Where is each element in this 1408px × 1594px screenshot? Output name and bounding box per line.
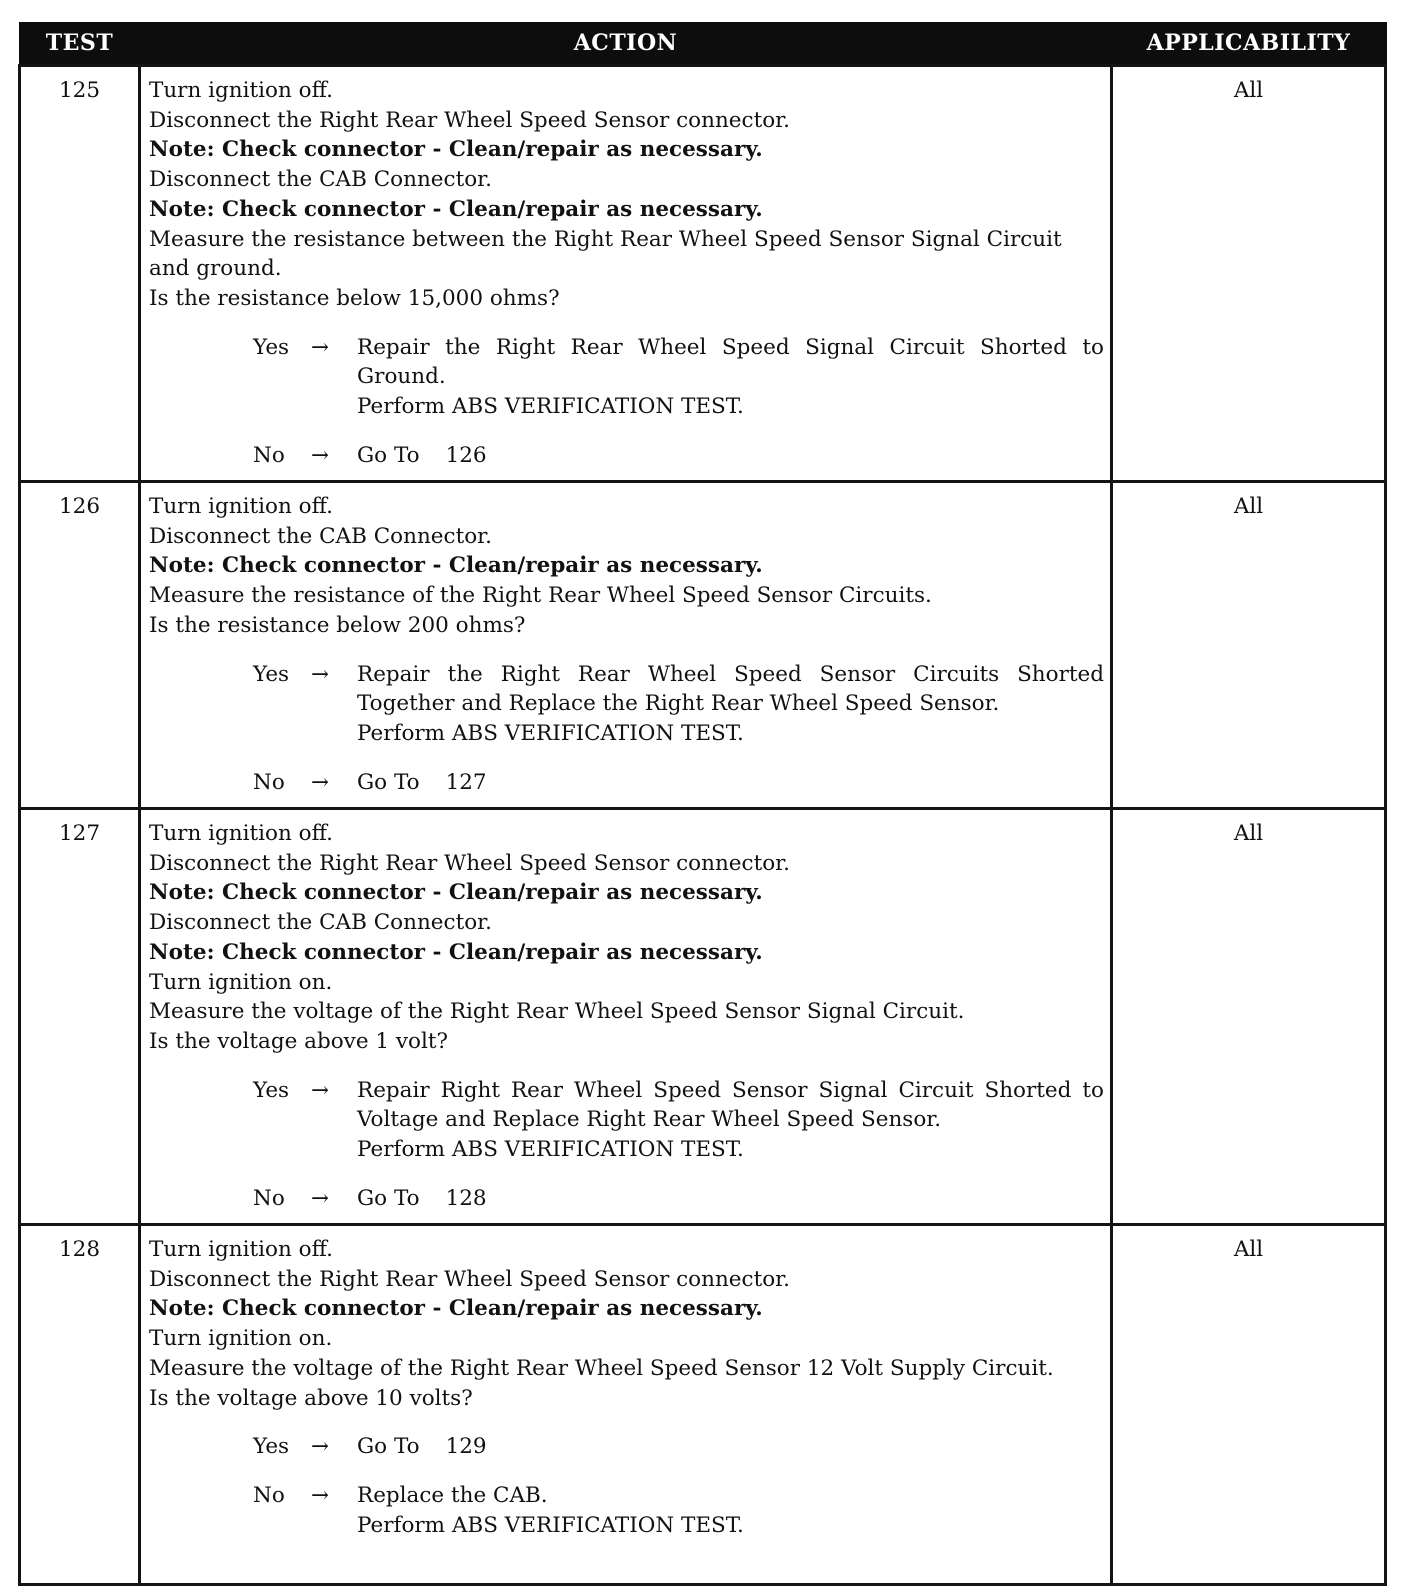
goto-reference (357, 1432, 487, 1462)
result-line: Repair Right Rear Wheel Speed Sensor Signal Circuit Shorted to Voltage and Replace Right Rear Wheel Speed Sensor. (357, 1077, 1104, 1133)
result-line: Perform ABS VERIFICATION TEST. (357, 720, 744, 746)
yes-outcome (253, 1076, 1104, 1165)
right-arrow-icon: → (311, 1482, 330, 1508)
no-result (357, 768, 1104, 798)
yes-label: Yes (253, 334, 290, 360)
action-step: Disconnect the CAB Connector. (149, 167, 492, 193)
diagnostic-test-table (18, 22, 1387, 1586)
goto-reference (357, 441, 487, 471)
yes-outcome (253, 660, 1104, 749)
action-step: Turn ignition off. (149, 78, 333, 103)
note-line: Note: Check connector - Clean/repair as necessary. (149, 880, 763, 906)
action-step: Turn ignition off. (149, 821, 333, 846)
yes-result (357, 1076, 1104, 1165)
no-result (357, 441, 1104, 471)
action-step: Disconnect the CAB Connector. (149, 910, 492, 936)
result-line: Repair the Right Rear Wheel Speed Signal Circuit Shorted to Ground. (357, 334, 1104, 390)
applicability-value: All (1112, 1225, 1386, 1585)
action-step: Disconnect the Right Rear Wheel Speed Sensor connector. (149, 107, 790, 133)
action-step: Is the voltage above 1 volt? (149, 1028, 449, 1054)
table-row (20, 809, 1386, 1225)
action-step: Measure the resistance between the Right Rear Wheel Speed Sensor Signal Circuit and ground. (149, 226, 1062, 282)
action-cell (140, 1225, 1112, 1585)
goto-test-number: 128 (445, 1185, 487, 1211)
goto-test-number: 126 (445, 442, 487, 468)
header-applicability: APPLICABILITY (1112, 22, 1386, 66)
result-line: Replace the CAB. (357, 1482, 548, 1508)
right-arrow-icon: → (311, 334, 330, 360)
goto-label: Go To (357, 769, 420, 795)
goto-label: Go To (357, 1434, 420, 1460)
diagnostic-table-page (18, 22, 1384, 1582)
no-result (357, 1481, 1104, 1540)
action-step: Disconnect the CAB Connector. (149, 523, 492, 549)
action-cell (140, 809, 1112, 1225)
action-step: Turn ignition on. (149, 969, 333, 995)
result-line: Perform ABS VERIFICATION TEST. (357, 394, 744, 420)
goto-reference (357, 1184, 487, 1214)
no-result (357, 1184, 1104, 1214)
right-arrow-icon: → (311, 1434, 330, 1460)
goto-test-number: 127 (445, 769, 487, 795)
header-test: TEST (20, 22, 140, 66)
action-cell (140, 66, 1112, 482)
yes-label: Yes (253, 1077, 290, 1103)
no-label: No (253, 769, 285, 795)
table-row (20, 1225, 1386, 1585)
yes-label: Yes (253, 661, 290, 687)
no-label: No (253, 1482, 285, 1508)
test-number: 128 (20, 1225, 140, 1585)
no-label: No (253, 1185, 285, 1211)
test-number: 127 (20, 809, 140, 1225)
action-cell (140, 482, 1112, 809)
action-step: Measure the voltage of the Right Rear Wheel Speed Sensor 12 Volt Supply Circuit. (149, 1355, 1054, 1381)
goto-test-number: 129 (445, 1434, 487, 1460)
action-step: Disconnect the Right Rear Wheel Speed Sensor connector. (149, 850, 790, 876)
no-outcome (253, 1184, 1104, 1214)
goto-label: Go To (357, 442, 420, 468)
table-row (20, 66, 1386, 482)
right-arrow-icon: → (311, 442, 330, 468)
right-arrow-icon: → (311, 661, 330, 687)
test-number: 126 (20, 482, 140, 809)
action-step: Measure the resistance of the Right Rear Wheel Speed Sensor Circuits. (149, 583, 932, 609)
goto-reference (357, 768, 487, 798)
action-step: Turn ignition off. (149, 494, 333, 519)
action-step: Is the resistance below 15,000 ohms? (149, 285, 560, 311)
goto-label: Go To (357, 1185, 420, 1211)
note-line: Note: Check connector - Clean/repair as necessary. (149, 196, 763, 222)
yes-label: Yes (253, 1434, 290, 1460)
note-line: Note: Check connector - Clean/repair as necessary. (149, 137, 763, 163)
no-label: No (253, 442, 285, 468)
no-outcome (253, 441, 1104, 471)
action-step: Disconnect the Right Rear Wheel Speed Sensor connector. (149, 1266, 790, 1292)
table-header-row (20, 22, 1386, 66)
table-row (20, 482, 1386, 809)
header-action: ACTION (140, 22, 1112, 66)
result-line: Perform ABS VERIFICATION TEST. (357, 1137, 744, 1163)
no-outcome (253, 768, 1104, 798)
applicability-value: All (1112, 66, 1386, 482)
yes-result (357, 660, 1104, 749)
yes-outcome (253, 333, 1104, 422)
right-arrow-icon: → (311, 1185, 330, 1211)
note-line: Note: Check connector - Clean/repair as necessary. (149, 1296, 763, 1322)
applicability-value: All (1112, 809, 1386, 1225)
result-line: Repair the Right Rear Wheel Speed Sensor Circuits Shorted Together and Replace the Right Rear Wheel Speed Sensor. (357, 661, 1104, 717)
note-line: Note: Check connector - Clean/repair as necessary. (149, 939, 763, 965)
action-step: Turn ignition off. (149, 1237, 333, 1262)
action-step: Measure the voltage of the Right Rear Wheel Speed Sensor Signal Circuit. (149, 999, 965, 1025)
yes-result (357, 333, 1104, 422)
test-number: 125 (20, 66, 140, 482)
yes-result (357, 1432, 1104, 1462)
result-line: Perform ABS VERIFICATION TEST. (357, 1512, 744, 1538)
action-step: Turn ignition on. (149, 1326, 333, 1352)
table-body (20, 66, 1386, 1585)
note-line: Note: Check connector - Clean/repair as necessary. (149, 553, 763, 579)
action-step: Is the resistance below 200 ohms? (149, 612, 526, 638)
applicability-value: All (1112, 482, 1386, 809)
right-arrow-icon: → (311, 769, 330, 795)
action-step: Is the voltage above 10 volts? (149, 1385, 473, 1411)
right-arrow-icon: → (311, 1077, 330, 1103)
no-outcome (253, 1481, 1104, 1540)
yes-outcome (253, 1432, 1104, 1462)
